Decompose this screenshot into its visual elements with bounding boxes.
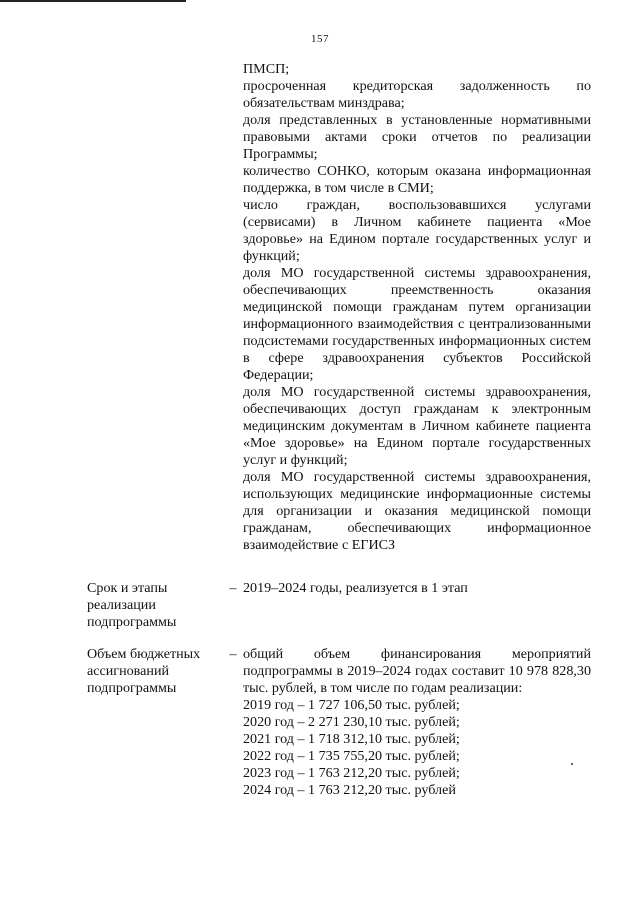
indicator-item: доля МО государственной системы здравоохранения, использующих медицинские информационные системы для организации и оказания медицинской помощи гражданам, обеспечивающих информационное взаимодействие с ЕГИСЗ bbox=[243, 469, 591, 553]
budget-intro: общий объем финансирования мероприятий подпрограммы в 2019–2024 годах составит 10 978 828,30 тыс. рублей, в том числе по годам реализации: bbox=[243, 646, 591, 696]
page-number: 157 bbox=[311, 33, 329, 45]
budget-year: 2019 год – 1 727 106,50 тыс. рублей; bbox=[243, 697, 460, 713]
budget-year: 2023 год – 1 763 212,20 тыс. рублей; bbox=[243, 765, 460, 781]
budget-year: 2022 год – 1 735 755,20 тыс. рублей; bbox=[243, 748, 460, 764]
terms-dash: – bbox=[229, 580, 237, 596]
indicators-list-continued bbox=[243, 61, 591, 554]
indicator-item: количество СОНКО, которым оказана информационная поддержка, в том числе в СМИ; bbox=[243, 163, 591, 196]
budget-year: 2021 год – 1 718 312,10 тыс. рублей; bbox=[243, 731, 460, 747]
terms-value: 2019–2024 годы, реализуется в 1 этап bbox=[243, 580, 468, 596]
terms-label: Срок и этапы реализации подпрограммы bbox=[87, 580, 177, 630]
header-rule bbox=[0, 0, 186, 2]
indicator-item: ПМСП; bbox=[243, 61, 290, 77]
indicator-item: доля МО государственной системы здравоохранения, обеспечивающих преемственность оказания медицинской помощи гражданам путем организации информационного взаимодействия с централизованными подсистемами государственных информационных систем в сфере здравоохранения субъектов Российской Федерации; bbox=[243, 265, 591, 383]
stray-dot bbox=[571, 763, 573, 765]
indicator-item: просроченная кредиторская задолженность по обязательствам минздрава; bbox=[243, 78, 591, 111]
indicator-item: доля МО государственной системы здравоохранения, обеспечивающих доступ гражданам к электронным медицинским документам в Личном кабинете пациента «Мое здоровье» на Едином портале государственных услуг и функций; bbox=[243, 384, 591, 468]
indicator-item: доля представленных в установленные нормативными правовыми актами сроки отчетов по реализации Программы; bbox=[243, 112, 591, 162]
indicator-item: число граждан, воспользовавшихся услугами (сервисами) в Личном кабинете пациента «Мое здоровье» на Едином портале государственных услуг и функций; bbox=[243, 197, 591, 264]
budget-year: 2024 год – 1 763 212,20 тыс. рублей bbox=[243, 782, 456, 798]
budget-value bbox=[243, 646, 591, 799]
budget-dash: – bbox=[229, 646, 237, 662]
budget-label: Объем бюджетных ассигнований подпрограммы bbox=[87, 646, 201, 696]
budget-year: 2020 год – 2 271 230,10 тыс. рублей; bbox=[243, 714, 460, 730]
